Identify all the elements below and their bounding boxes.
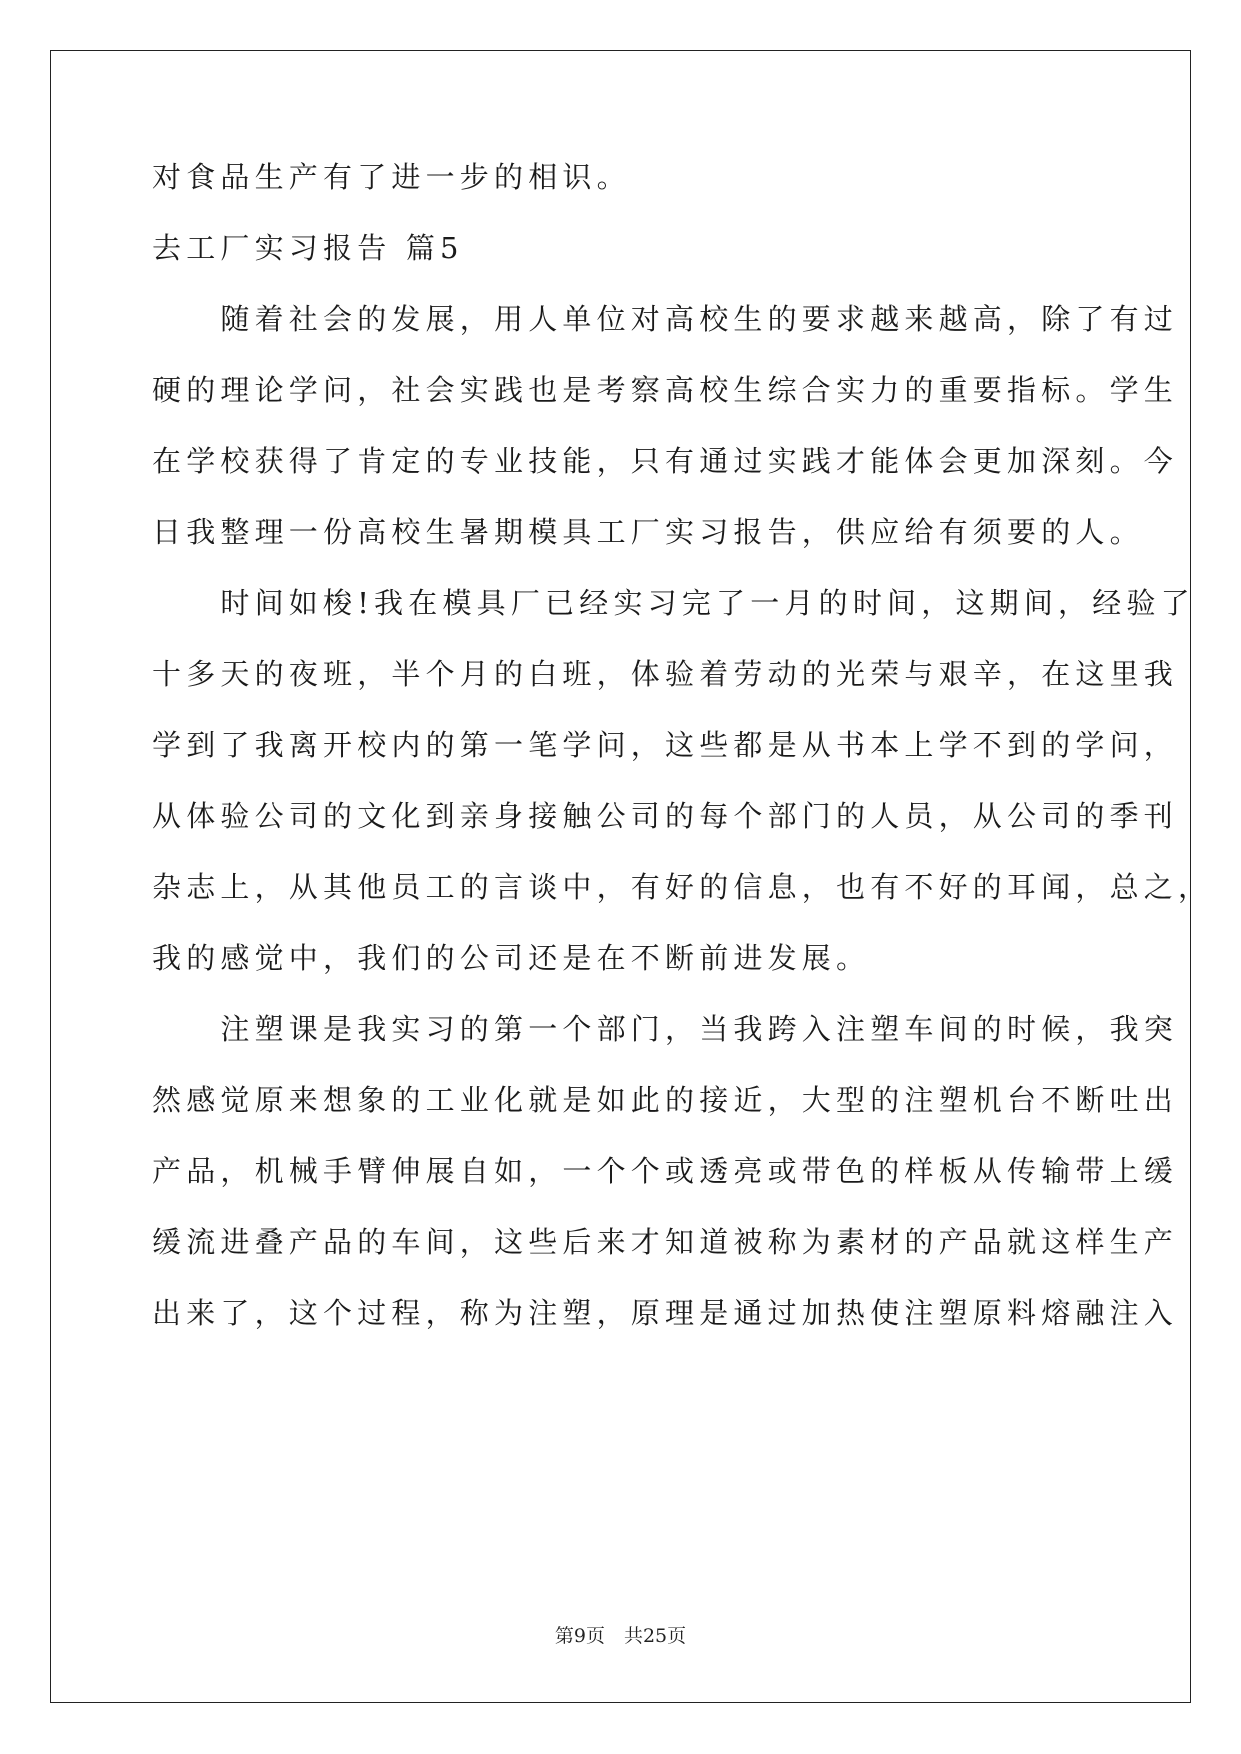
text-line: 出来了，这个过程，称为注塑，原理是通过加热使注塑原料熔融注入 bbox=[152, 1296, 1179, 1330]
page-footer bbox=[0, 1624, 1241, 1648]
text-line: 日我整理一份高校生暑期模具工厂实习报告，供应给有须要的人。 bbox=[152, 515, 1144, 549]
text-line: 注塑课是我实习的第一个部门，当我跨入注塑车间的时候，我突 bbox=[152, 1012, 1179, 1046]
page-number: 第9页 共25页 bbox=[554, 1625, 687, 1647]
text-line: 学到了我离开校内的第一笔学问，这些都是从书本上学不到的学问， bbox=[152, 728, 1179, 762]
text-line: 我的感觉中，我们的公司还是在不断前进发展。 bbox=[152, 941, 871, 975]
text-line: 缓流进叠产品的车间，这些后来才知道被称为素材的产品就这样生产 bbox=[152, 1225, 1179, 1259]
text-line: 在学校获得了肯定的专业技能，只有通过实践才能体会更加深刻。今 bbox=[152, 444, 1179, 478]
section-heading: 去工厂实习报告 篇5 bbox=[152, 231, 464, 265]
text-line: 十多天的夜班，半个月的白班，体验着劳动的光荣与艰辛，在这里我 bbox=[152, 657, 1179, 691]
text-line: 对食品生产有了进一步的相识。 bbox=[152, 160, 631, 194]
text-line: 硬的理论学问，社会实践也是考察高校生综合实力的重要指标。学生 bbox=[152, 373, 1179, 407]
text-line: 然感觉原来想象的工业化就是如此的接近，大型的注塑机台不断吐出 bbox=[152, 1083, 1179, 1117]
text-line: 杂志上，从其他员工的言谈中，有好的信息，也有不好的耳闻，总之， bbox=[152, 870, 1213, 904]
text-line: 随着社会的发展，用人单位对高校生的要求越来越高，除了有过 bbox=[152, 302, 1179, 336]
text-line: 从体验公司的文化到亲身接触公司的每个部门的人员，从公司的季刊 bbox=[152, 799, 1179, 833]
text-line: 时间如梭!我在模具厂已经实习完了一月的时间，这期间，经验了 bbox=[152, 586, 1195, 620]
text-line: 产品，机械手臂伸展自如，一个个或透亮或带色的样板从传输带上缓 bbox=[152, 1154, 1179, 1188]
